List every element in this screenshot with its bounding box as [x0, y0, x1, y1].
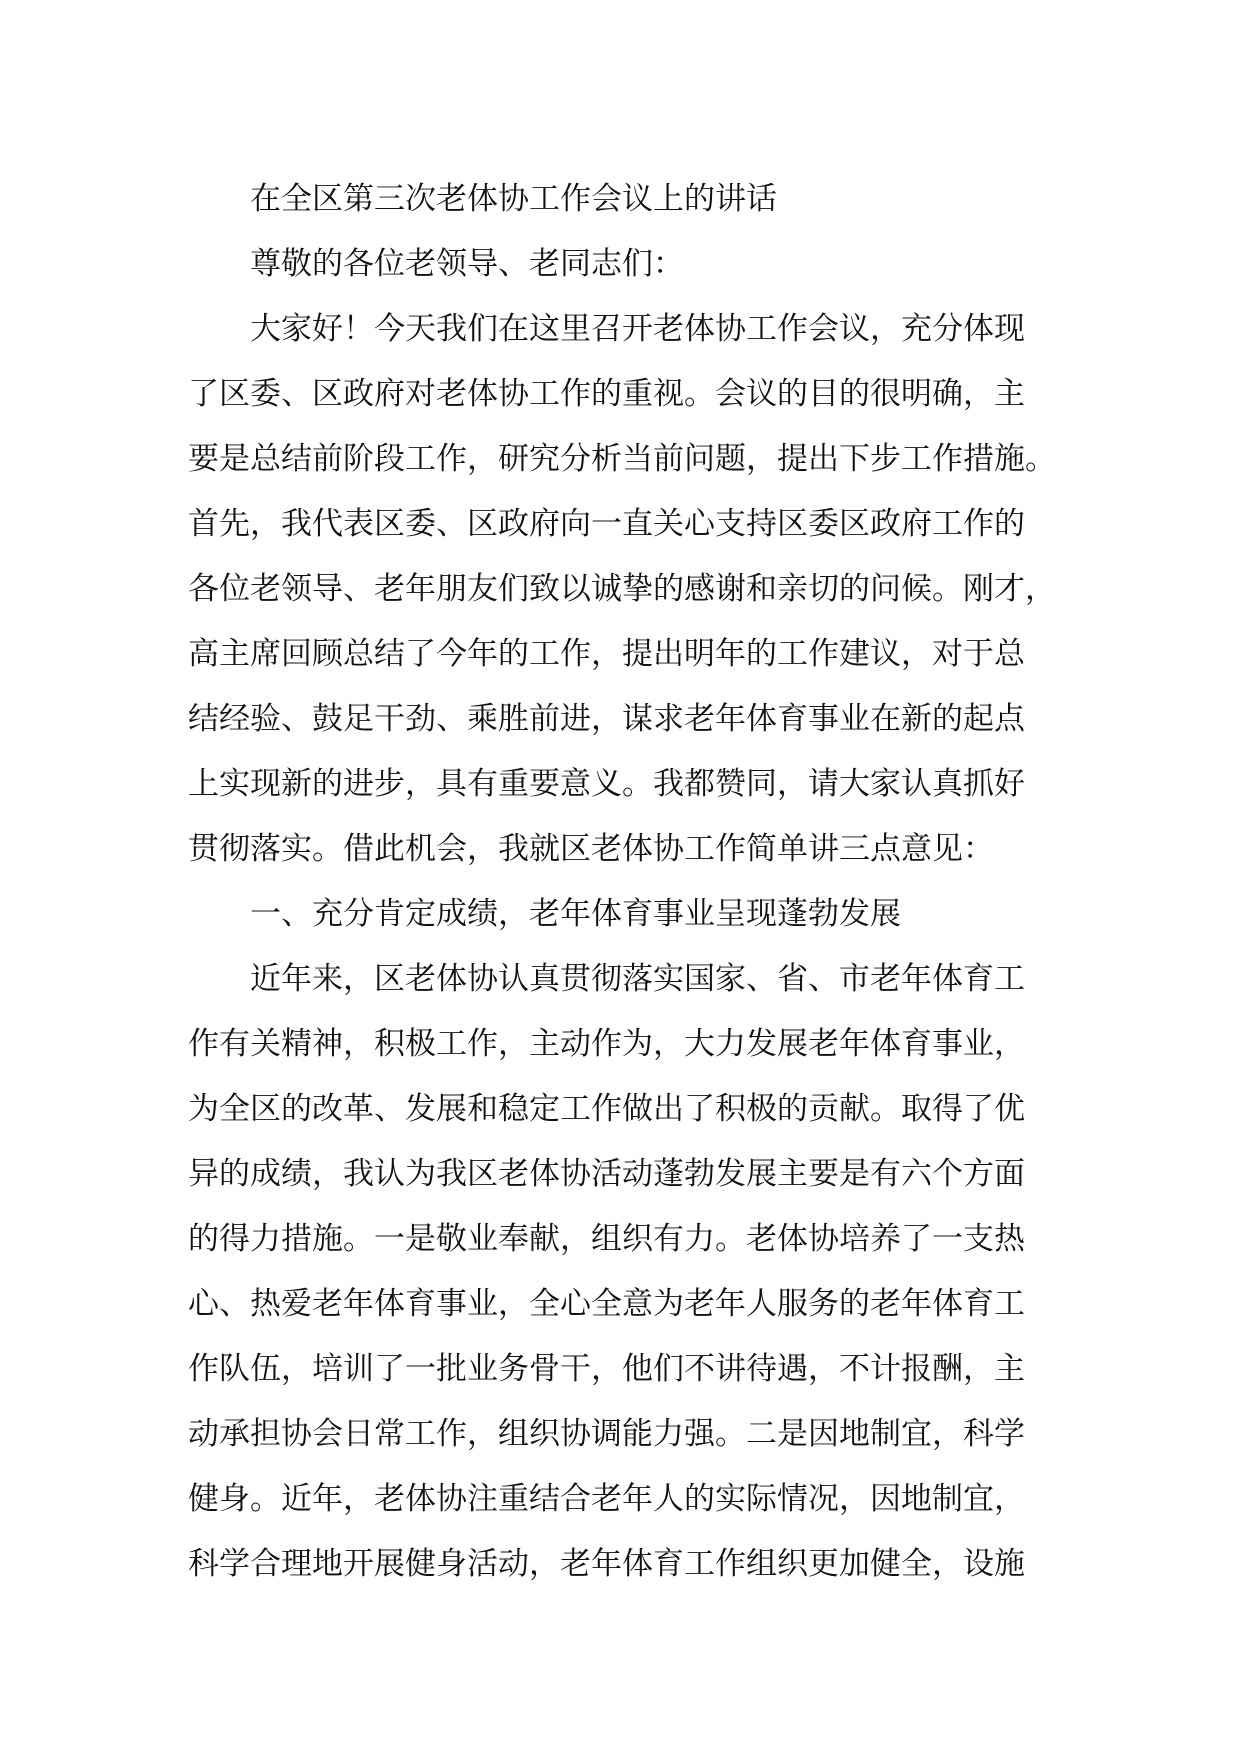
- paragraph-line: 了区委、区政府对老体协工作的重视。会议的目的很明确，主: [188, 376, 1025, 412]
- paragraph-line: 结经验、鼓足干劲、乘胜前进，谋求老年体育事业在新的起点: [188, 701, 1025, 737]
- greeting-line: 尊敬的各位老领导、老同志们：: [250, 246, 684, 282]
- paragraph-line: 大家好！今天我们在这里召开老体协工作会议，充分体现: [250, 311, 1025, 347]
- paragraph-line: 科学合理地开展健身活动，老年体育工作组织更加健全，设施: [188, 1546, 1025, 1582]
- paragraph-line: 上实现新的进步，具有重要意义。我都赞同，请大家认真抓好: [188, 766, 1025, 802]
- paragraph-line: 作有关精神，积极工作，主动作为，大力发展老年体育事业，: [188, 1026, 1025, 1062]
- paragraph-line: 近年来，区老体协认真贯彻落实国家、省、市老年体育工: [250, 961, 1025, 997]
- paragraph-line: 首先，我代表区委、区政府向一直关心支持区委区政府工作的: [188, 506, 1025, 542]
- paragraph-line: 为全区的改革、发展和稳定工作做出了积极的贡献。取得了优: [188, 1091, 1025, 1127]
- paragraph-line: 心、热爱老年体育事业，全心全意为老年人服务的老年体育工: [188, 1286, 1025, 1322]
- paragraph-line: 各位老领导、老年朋友们致以诚挚的感谢和亲切的问候。刚才，: [188, 571, 1056, 607]
- speech-title: 在全区第三次老体协工作会议上的讲话: [250, 181, 777, 217]
- paragraph-line: 异的成绩，我认为我区老体协活动蓬勃发展主要是有六个方面: [188, 1156, 1025, 1192]
- paragraph-line: 健身。近年，老体协注重结合老年人的实际情况，因地制宜，: [188, 1481, 1025, 1517]
- paragraph-line: 动承担协会日常工作，组织协调能力强。二是因地制宜，科学: [188, 1416, 1025, 1452]
- speech-body: [188, 167, 1088, 1597]
- paragraph-line: 高主席回顾总结了今年的工作，提出明年的工作建议，对于总: [188, 636, 1025, 672]
- paragraph-line: 要是总结前阶段工作，研究分析当前问题，提出下步工作措施。: [188, 441, 1056, 477]
- section-heading: 一、充分肯定成绩，老年体育事业呈现蓬勃发展: [250, 896, 901, 932]
- paragraph-line: 贯彻落实。借此机会，我就区老体协工作简单讲三点意见：: [188, 831, 994, 867]
- paragraph-line: 的得力措施。一是敬业奉献，组织有力。老体协培养了一支热: [188, 1221, 1025, 1257]
- paragraph-line: 作队伍，培训了一批业务骨干，他们不讲待遇，不计报酬，主: [188, 1351, 1025, 1387]
